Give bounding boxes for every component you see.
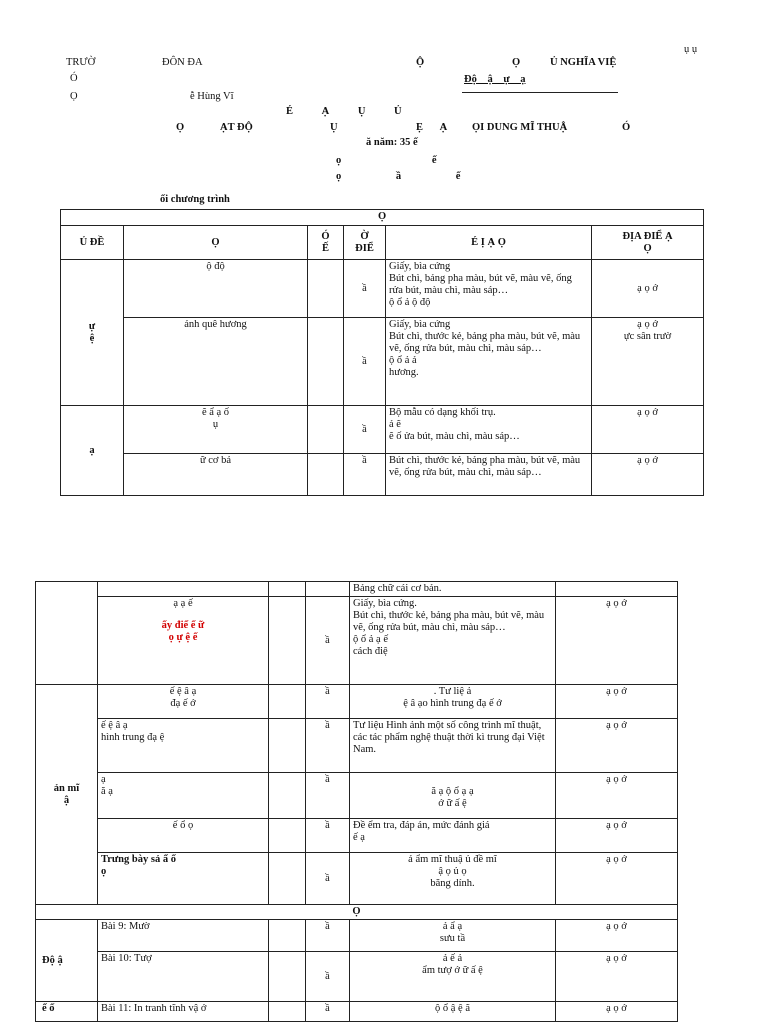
periods-cell <box>308 454 344 496</box>
header-equipment: É Ị Ạ Ọ <box>386 226 592 260</box>
table-row <box>61 454 704 496</box>
lesson-cell: ảnh quê hương <box>124 318 308 406</box>
time-cell: ầ <box>306 597 350 685</box>
place-cell: ạ ọ ớ <box>556 952 678 1002</box>
periods-cell <box>269 853 306 905</box>
section-heading: ối chương trình <box>160 194 230 205</box>
lesson-cell: Trưng bày sả ẩ ổ ọ <box>98 853 269 905</box>
table-row <box>36 853 678 905</box>
time-cell: ầ <box>344 318 386 406</box>
lesson-highlight-2: ọ ự ệ ế <box>168 632 198 643</box>
time-cell: ầ <box>306 853 350 905</box>
header-place: ĐỊA ĐIỂ Ạ Ọ <box>592 226 704 260</box>
periods-cell <box>269 685 306 719</box>
equipment-cell: Bút chì, thước kẻ, bảng pha màu, bút vẽ, màu vẽ, ống rửa bút, màu chì, màu sáp… <box>386 454 592 496</box>
time-cell: ầ <box>306 685 350 719</box>
topic-group-3: ản mĩ ậ <box>36 685 98 905</box>
plan-title-1: É Ạ Ụ Ủ <box>286 106 402 117</box>
table-row <box>61 260 704 318</box>
periods-cell <box>269 582 306 597</box>
equipment-cell: ả ế ả ẩm tượ ớ ữ ấ ệ <box>350 952 556 1002</box>
time-cell: ầ <box>306 719 350 773</box>
equipment-cell: ă ạ ộ ổ ạ ạ ớ ữ ấ ệ <box>350 773 556 819</box>
top-right-note: ụ ụ <box>684 44 698 55</box>
motto: Độ ậ ự ạ <box>464 74 526 85</box>
plan-table-semester-1 <box>60 209 704 496</box>
topic-group-2: ạ <box>61 406 124 496</box>
periods-cell <box>269 773 306 819</box>
plan-title-2c: Ụ <box>330 122 338 133</box>
topic-group-5: ể ố <box>36 1002 98 1022</box>
republic-part-a: Ộ <box>416 57 425 68</box>
place-cell: ạ ọ ớ <box>556 920 678 952</box>
plan-title-4: ọ ế <box>336 155 437 166</box>
time-cell: ầ <box>306 773 350 819</box>
table-row <box>36 819 678 853</box>
header-topic: Ủ ĐỀ <box>61 226 124 260</box>
equipment-cell: Bảng chữ cái cơ bản. <box>350 582 556 597</box>
equipment-cell: Giấy, bìa cứng Bút chì, bảng pha màu, bút vẽ, màu vẽ, ống rửa bút, màu chì, màu sáp… ộ ổ ả ộ độ <box>386 260 592 318</box>
place-cell: ạ ọ ớ <box>556 773 678 819</box>
plan-title-2e: ỌI DUNG MĨ THUẬ <box>472 122 568 133</box>
table-row <box>36 1002 678 1022</box>
periods-cell <box>269 920 306 952</box>
table-row <box>36 773 678 819</box>
table-row <box>36 920 678 952</box>
periods-cell <box>269 719 306 773</box>
time-cell: ầ <box>306 819 350 853</box>
periods-cell <box>269 819 306 853</box>
table-row <box>36 685 678 719</box>
place-cell: ạ ọ ớ <box>592 454 704 496</box>
republic-part-c: Ủ NGHĨA VIỆ <box>550 57 617 68</box>
lesson-cell: ữ cơ bả <box>124 454 308 496</box>
lesson-cell: ộ độ <box>124 260 308 318</box>
semester-2-heading: Ọ <box>36 905 678 920</box>
equipment-cell: Đề ểm tra, đáp án, mức đánh giá ế ạ <box>350 819 556 853</box>
place-cell: ạ ọ ớ <box>592 260 704 318</box>
semester-1-heading: Ọ <box>61 210 704 226</box>
periods-cell <box>269 1002 306 1022</box>
table-row <box>61 406 704 454</box>
plan-table-continued <box>35 581 678 1022</box>
lesson-cell: Bài 11: In tranh tĩnh vậ ớ <box>98 1002 269 1022</box>
place-cell: ạ ọ ớ <box>556 1002 678 1022</box>
table-row <box>61 318 704 406</box>
lesson-cell <box>98 597 269 685</box>
time-cell: ầ <box>306 920 350 952</box>
place-cell: ạ ọ ớ ực sân trườ <box>592 318 704 406</box>
table-row <box>36 952 678 1002</box>
school-line2: Ó <box>70 73 78 84</box>
table-row <box>36 597 678 685</box>
motto-underline <box>462 92 618 93</box>
place-cell: ạ ọ ớ <box>592 406 704 454</box>
lesson-cell: ế ệ â ạ hình trung đạ ệ <box>98 719 269 773</box>
equipment-cell: Tư liệu Hình ảnh một số công trình mĩ thuật, các tác phẩm nghệ thuật thời kì trung đại Việt Nam. <box>350 719 556 773</box>
equipment-cell: Giấy, bìa cứng Bút chì, thước kẻ, bảng pha màu, bút vẽ, màu vẽ, ống rửa bút, màu chì, màu sáp… ộ ổ ả ả hương. <box>386 318 592 406</box>
lesson-cell: Bài 10: Tượ <box>98 952 269 1002</box>
time-cell: ầ <box>344 406 386 454</box>
plan-title-2d: Ẹ Ạ <box>416 122 448 133</box>
place-cell: ạ ọ ớ <box>556 597 678 685</box>
lesson-cell: ế ệ â ạ đạ ế ớ <box>98 685 269 719</box>
lesson-cell: Bài 9: Mườ <box>98 920 269 952</box>
plan-title-3: ă năm: 35 ế <box>366 137 418 148</box>
header-periods: Ó Ế <box>308 226 344 260</box>
plan-title-2f: Ó <box>622 122 631 133</box>
topic-group-1: ự ệ <box>61 260 124 406</box>
lesson-cell: ế ổ ọ <box>98 819 269 853</box>
place-cell: ạ ọ ớ <box>556 685 678 719</box>
lesson-highlight-1: ấy điể ể ữ <box>161 620 205 631</box>
teacher-name: ễ Hùng Vĩ <box>190 91 234 102</box>
place-cell: ạ ọ ớ <box>556 853 678 905</box>
school-line3: Ọ <box>70 91 78 102</box>
periods-cell <box>308 406 344 454</box>
table-row <box>36 719 678 773</box>
table-row <box>36 582 678 597</box>
equipment-cell: ả ẩm mĩ thuậ ủ đề mĩ ậ ọ ủ ọ băng dính. <box>350 853 556 905</box>
plan-title-2b: ẠT ĐỘ <box>220 122 253 133</box>
time-cell <box>306 582 350 597</box>
republic-part-b: Ọ <box>512 57 521 68</box>
equipment-cell: ả ẩ ạ sưu tầ <box>350 920 556 952</box>
school-name-mid: ĐÔN ĐA <box>162 57 203 68</box>
place-cell: ạ ọ ớ <box>556 819 678 853</box>
time-cell: ầ <box>306 1002 350 1022</box>
place-cell <box>556 582 678 597</box>
lesson-cell: ạ ă ạ <box>98 773 269 819</box>
header-time: Ờ ĐIỂ <box>344 226 386 260</box>
equipment-cell: Bộ mẫu có dạng khối trụ. ả ẽ ẽ ố ửa bút, màu chì, màu sáp… <box>386 406 592 454</box>
topic-cell-empty <box>36 582 98 685</box>
place-cell: ạ ọ ớ <box>556 719 678 773</box>
header-lesson: Ọ <box>124 226 308 260</box>
lesson-cell: ẽ ẩ ạ ố ụ <box>124 406 308 454</box>
plan-title-2a: Ọ <box>176 122 185 133</box>
lesson-cell <box>98 582 269 597</box>
equipment-cell: Giấy, bìa cứng. Bút chì, thước kẻ, bảng pha màu, bút vẽ, màu vẽ, ống rửa bút, màu chì, màu sáp… ộ ổ ả ạ ế cách điệ <box>350 597 556 685</box>
lesson-text: ạ ạ ế <box>173 598 193 609</box>
periods-cell <box>269 952 306 1002</box>
periods-cell <box>308 260 344 318</box>
periods-cell <box>308 318 344 406</box>
time-cell: ầ <box>306 952 350 1002</box>
equipment-cell: . Tư liệ ả ệ â ạo hình trung đạ ế ớ <box>350 685 556 719</box>
periods-cell <box>269 597 306 685</box>
equipment-cell: ộ ổ ậ ệ ã <box>350 1002 556 1022</box>
time-cell: ầ <box>344 260 386 318</box>
time-cell: ầ <box>344 454 386 496</box>
topic-group-4: Độ ậ <box>36 920 98 1002</box>
school-name-left: TRƯỜ <box>66 57 96 68</box>
plan-title-5: ọ ầ ế <box>336 171 461 182</box>
